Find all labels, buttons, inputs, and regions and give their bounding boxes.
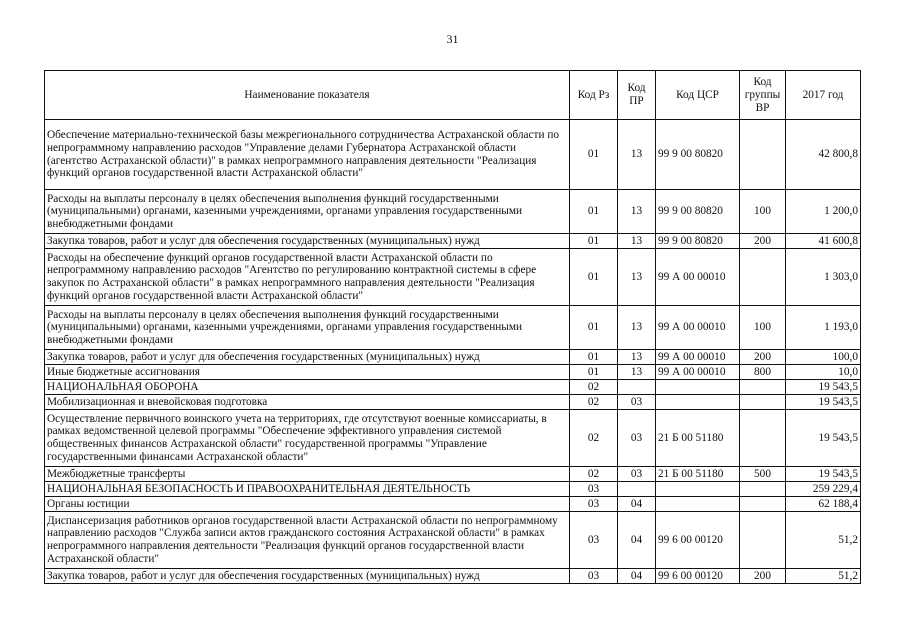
table-row xyxy=(45,410,861,467)
row-pr: 04 xyxy=(618,497,656,512)
row-pr: 13 xyxy=(618,120,656,190)
row-pr: 13 xyxy=(618,190,656,234)
table-row xyxy=(45,482,861,497)
row-name: Закупка товаров, работ и услуг для обеспечения государственных (муниципальных) нужд xyxy=(45,234,570,249)
row-name: Закупка товаров, работ и услуг для обеспечения государственных (муниципальных) нужд xyxy=(45,569,570,584)
row-vr xyxy=(740,512,786,569)
row-vr: 100 xyxy=(740,190,786,234)
row-name: Осуществление первичного воинского учета на территориях, где отсутствуют военные комиссариаты, в рамках ведомственной целевой программы "Обеспечение эффективного управления системой общественных финансов Астраханской области" государственной программы "Управление государственными финансами Астраханской области" xyxy=(45,410,570,467)
row-rz: 01 xyxy=(570,365,618,380)
row-sum: 10,0 xyxy=(786,365,861,380)
row-csr: 21 Б 00 51180 xyxy=(656,410,740,467)
row-pr: 04 xyxy=(618,569,656,584)
row-name: Расходы на выплаты персоналу в целях обеспечения выполнения функций государственными (муниципальными) органами, казенными учреждениями, органами управления государственными внебюджетными фондами xyxy=(45,190,570,234)
row-sum: 19 543,5 xyxy=(786,380,861,395)
row-sum: 19 543,5 xyxy=(786,467,861,482)
table-row xyxy=(45,497,861,512)
row-csr: 99 9 00 80820 xyxy=(656,234,740,249)
row-sum: 51,2 xyxy=(786,512,861,569)
row-csr: 99 А 00 00010 xyxy=(656,350,740,365)
row-sum: 1 200,0 xyxy=(786,190,861,234)
row-csr: 99 А 00 00010 xyxy=(656,249,740,306)
table-row xyxy=(45,467,861,482)
row-vr xyxy=(740,249,786,306)
row-name: Расходы на выплаты персоналу в целях обеспечения выполнения функций государственными (муниципальными) органами, казенными учреждениями, органами управления государственными внебюджетными фондами xyxy=(45,306,570,350)
row-csr xyxy=(656,395,740,410)
table-row xyxy=(45,380,861,395)
row-rz: 02 xyxy=(570,467,618,482)
table-row xyxy=(45,569,861,584)
row-rz: 03 xyxy=(570,512,618,569)
header-name: Наименование показателя xyxy=(45,71,570,120)
row-csr: 21 Б 00 51180 xyxy=(656,467,740,482)
page-number: 31 xyxy=(446,32,459,46)
table-row xyxy=(45,395,861,410)
row-rz: 03 xyxy=(570,569,618,584)
row-sum: 19 543,5 xyxy=(786,395,861,410)
row-rz: 03 xyxy=(570,497,618,512)
table-row xyxy=(45,306,861,350)
row-vr xyxy=(740,497,786,512)
row-vr: 500 xyxy=(740,467,786,482)
row-rz: 01 xyxy=(570,306,618,350)
row-csr: 99 9 00 80820 xyxy=(656,120,740,190)
row-rz: 01 xyxy=(570,249,618,306)
row-name: Иные бюджетные ассигнования xyxy=(45,365,570,380)
row-csr: 99 А 00 00010 xyxy=(656,306,740,350)
row-sum: 62 188,4 xyxy=(786,497,861,512)
row-rz: 01 xyxy=(570,120,618,190)
table-row xyxy=(45,234,861,249)
row-csr xyxy=(656,380,740,395)
row-csr: 99 6 00 00120 xyxy=(656,512,740,569)
row-pr: 13 xyxy=(618,365,656,380)
row-vr xyxy=(740,410,786,467)
row-pr: 03 xyxy=(618,395,656,410)
table-row xyxy=(45,512,861,569)
budget-table xyxy=(44,70,861,584)
table-row xyxy=(45,190,861,234)
row-pr xyxy=(618,482,656,497)
row-rz: 01 xyxy=(570,190,618,234)
row-vr: 100 xyxy=(740,306,786,350)
row-vr: 800 xyxy=(740,365,786,380)
row-rz: 01 xyxy=(570,234,618,249)
header-pr: Код ПР xyxy=(618,71,656,120)
row-pr: 03 xyxy=(618,410,656,467)
row-rz: 02 xyxy=(570,410,618,467)
row-name: Диспансеризация работников органов государственной власти Астраханской области по непрограммному направлению расходов "Служба записи актов гражданского состояния Астраханской области" в рамках непрограммного направления деятельности "Реализация функций органов государственной власти Астраханской области" xyxy=(45,512,570,569)
row-sum: 41 600,8 xyxy=(786,234,861,249)
row-vr xyxy=(740,380,786,395)
row-csr xyxy=(656,497,740,512)
row-pr: 13 xyxy=(618,306,656,350)
row-pr: 13 xyxy=(618,249,656,306)
table-row xyxy=(45,350,861,365)
row-rz: 02 xyxy=(570,380,618,395)
row-name: НАЦИОНАЛЬНАЯ ОБОРОНА xyxy=(45,380,570,395)
row-vr: 200 xyxy=(740,350,786,365)
row-sum: 42 800,8 xyxy=(786,120,861,190)
row-vr xyxy=(740,120,786,190)
row-sum: 259 229,4 xyxy=(786,482,861,497)
row-csr: 99 6 00 00120 xyxy=(656,569,740,584)
row-rz: 03 xyxy=(570,482,618,497)
row-vr: 200 xyxy=(740,569,786,584)
row-sum: 19 543,5 xyxy=(786,410,861,467)
table-header-row xyxy=(45,71,861,120)
row-sum: 100,0 xyxy=(786,350,861,365)
row-pr: 04 xyxy=(618,512,656,569)
row-vr xyxy=(740,482,786,497)
row-name: Органы юстиции xyxy=(45,497,570,512)
row-sum: 51,2 xyxy=(786,569,861,584)
header-vr: Код группы ВР xyxy=(740,71,786,120)
row-csr xyxy=(656,482,740,497)
row-name: Закупка товаров, работ и услуг для обеспечения государственных (муниципальных) нужд xyxy=(45,350,570,365)
header-rz: Код Рз xyxy=(570,71,618,120)
row-name: Мобилизационная и вневойсковая подготовка xyxy=(45,395,570,410)
table-row xyxy=(45,365,861,380)
row-vr: 200 xyxy=(740,234,786,249)
table-row xyxy=(45,120,861,190)
row-csr: 99 А 00 00010 xyxy=(656,365,740,380)
row-pr xyxy=(618,380,656,395)
row-rz: 02 xyxy=(570,395,618,410)
row-pr: 03 xyxy=(618,467,656,482)
table-row xyxy=(45,249,861,306)
row-csr: 99 9 00 80820 xyxy=(656,190,740,234)
row-vr xyxy=(740,395,786,410)
row-rz: 01 xyxy=(570,350,618,365)
row-name: Обеспечение материально-технической базы межрегионального сотрудничества Астраханской области по непрограммному направлению расходов "Управление делами Губернатора Астраханской области (агентство Астраханской области)" в рамках непрограммного направления деятельности "Реализация функций органов государственной власти Астраханской области" xyxy=(45,120,570,190)
row-pr: 13 xyxy=(618,234,656,249)
row-sum: 1 303,0 xyxy=(786,249,861,306)
row-name: НАЦИОНАЛЬНАЯ БЕЗОПАСНОСТЬ И ПРАВООХРАНИТЕЛЬНАЯ ДЕЯТЕЛЬНОСТЬ xyxy=(45,482,570,497)
row-pr: 13 xyxy=(618,350,656,365)
row-sum: 1 193,0 xyxy=(786,306,861,350)
row-name: Межбюджетные трансферты xyxy=(45,467,570,482)
header-csr: Код ЦСР xyxy=(656,71,740,120)
row-name: Расходы на обеспечение функций органов государственной власти Астраханской области по непрограммному направлению расходов "Агентство по регулированию контрактной системы в сфере закупок по Астраханской области" в рамках непрограммного направления деятельности "Реализация функций органов государственной власти Астраханской области" xyxy=(45,249,570,306)
header-year: 2017 год xyxy=(786,71,861,120)
